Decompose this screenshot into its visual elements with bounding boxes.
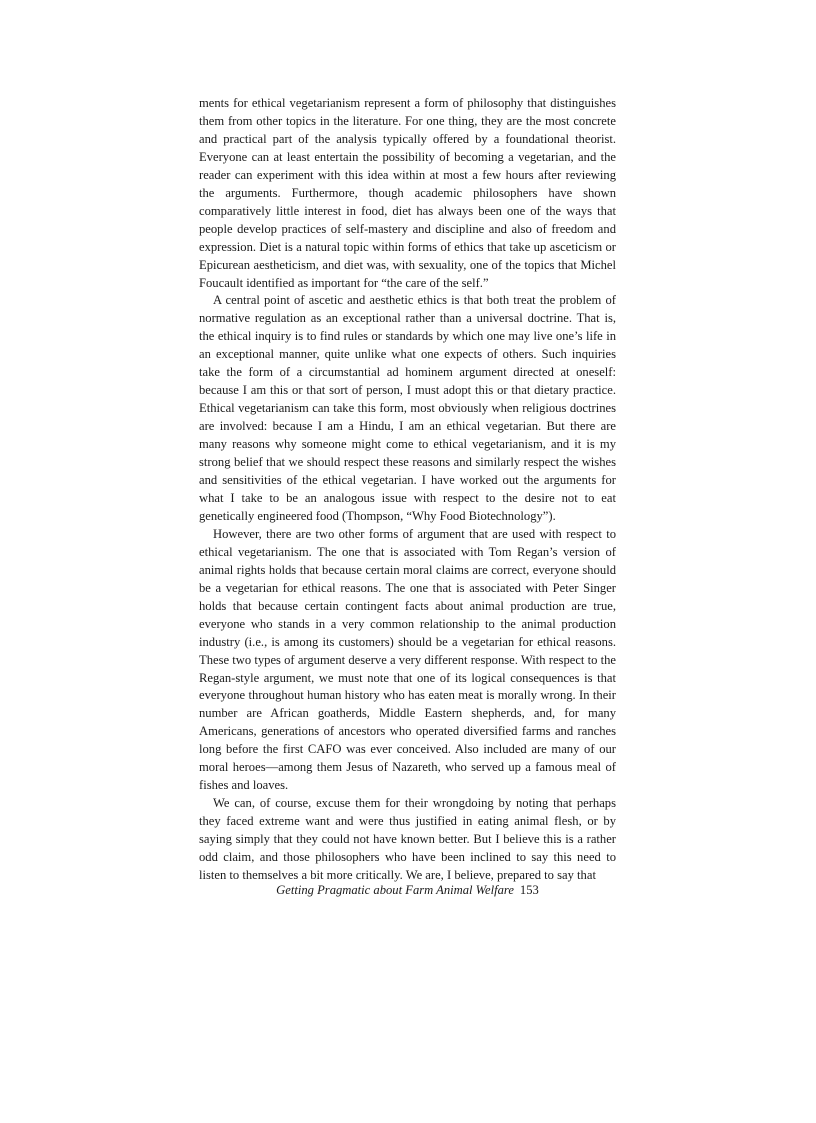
running-footer [199, 883, 616, 898]
paragraph-4: We can, of course, excuse them for their wrongdoing by noting that perhaps they faced extreme want and were thus justified in eating animal flesh, or by saying simply that they could not have known better. But I believe this is a rather odd claim, and those philosophers who have been inclined to say this need to listen to themselves a bit more critically. We are, I believe, prepared to say that [199, 796, 616, 882]
page-number: 153 [519, 883, 539, 897]
paragraph-1: ments for ethical vegetarianism represent a form of philosophy that distinguishes them from other topics in the literature. For one thing, they are the most concrete and practical part of the analysis typically offered by a foundational theorist. Everyone can at least entertain the possibility of becoming a vegetarian, and the reader can experiment with this idea within at most a few hours after reviewing the arguments. Furthermore, though academic philosophers have shown comparatively little interest in food, diet has always been one of the ways that people develop practices of self-mastery and discipline and also of freedom and expression. Diet is a natural topic within forms of ethics that take up asceticism or Epicurean aestheticism, and diet was, with sexuality, one of the topics that Michel Foucault identified as important for “the care of the self.” [199, 96, 616, 290]
paragraph-2: A central point of ascetic and aesthetic ethics is that both treat the problem of normative regulation as an exceptional rather than a universal doctrine. That is, the ethical inquiry is to find rules or standards by which one may live one’s life in an exceptional manner, quite unlike what one expects of others. Such inquiries take the form of a circumstantial ad hominem argument directed at oneself: because I am this or that sort of person, I must adopt this or that dietary practice. Ethical vegetarianism can take this form, most obviously when religious doctrines are involved: because I am a Hindu, I am an ethical vegetarian. But there are many reasons why someone might come to ethical vegetarianism, and it is my strong belief that we should respect these reasons and similarly respect the wishes and sensitivities of the ethical vegetarian. I have worked out the arguments for what I take to be an analogous issue with respect to the desire not to eat genetically engineered food (Thompson, “Why Food Biotechnology”). [199, 293, 616, 523]
running-title: Getting Pragmatic about Farm Animal Welfare [276, 883, 514, 897]
body-text [199, 95, 616, 885]
paragraph-3: However, there are two other forms of argument that are used with respect to ethical vegetarianism. The one that is associated with Tom Regan’s version of animal rights holds that because certain moral claims are correct, everyone should be a vegetarian for ethical reasons. The one that is associated with Peter Singer holds that because certain contingent facts about animal production are true, everyone who stands in a very common relationship to the animal production industry (i.e., is among its customers) should be a vegetarian for ethical reasons. These two types of argument deserve a very different response. With respect to the Regan-style argument, we must note that one of its logical consequences is that everyone throughout human history who has eaten meat is morally wrong. In their number are African goatherds, Middle Eastern shepherds, and, for many Americans, generations of ancestors who operated diversified farms and ranches long before the first CAFO was ever conceived. Also included are many of our moral heroes—among them Jesus of Nazareth, who served up a famous meal of fishes and loaves. [199, 526, 616, 793]
